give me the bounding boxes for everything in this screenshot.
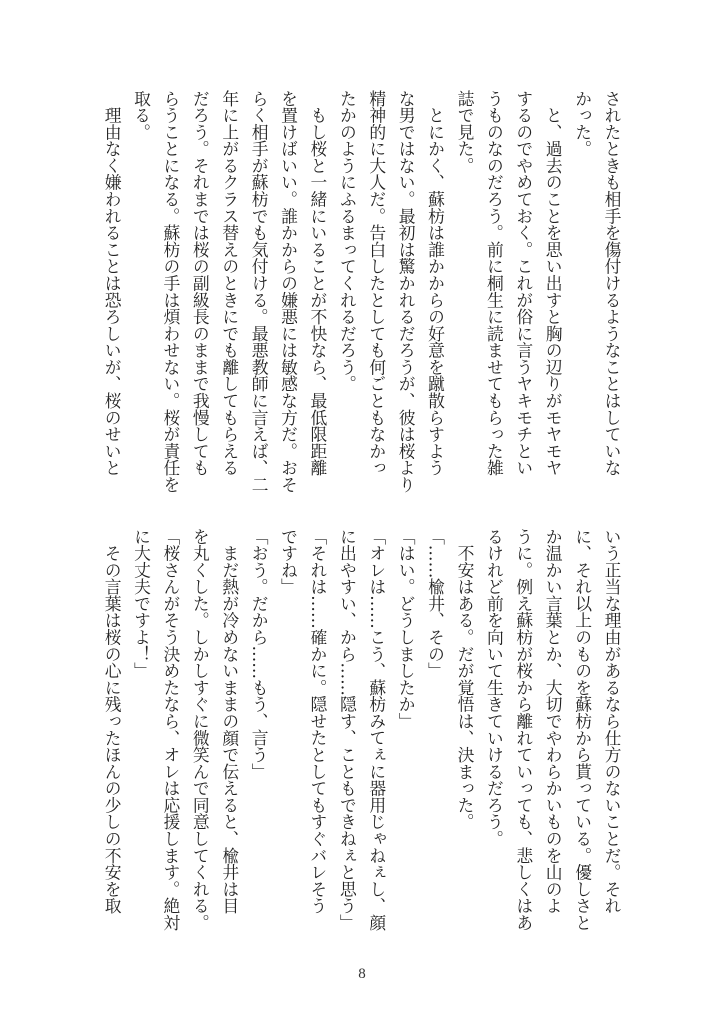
text-line: 「それは……確かに。隠せたとしてもすぐバレそう xyxy=(307,528,328,915)
text-line: と、過去のことを思い出すと胸の辺りがモヤモヤ xyxy=(543,90,564,477)
lower-text-block xyxy=(96,528,626,938)
text-line: だろう。それまでは桜の副級長のままで我慢しても xyxy=(190,90,211,477)
text-line: に、それ以上のものを蘇枋から貰っている。優しさと xyxy=(572,528,593,931)
text-line: いう正当な理由があるなら仕方のないことだ。それ xyxy=(602,528,622,915)
text-line: か温かい言葉とか、大切でやわらかいものを山のよ xyxy=(543,528,564,915)
text-line: うに。例え蘇枋が桜から離れていっても、悲しくはあ xyxy=(513,528,534,931)
text-line: まだ熱が冷めないままの顔で伝えると、楡井は目 xyxy=(219,528,240,915)
text-line: うものなのだろう。前に桐生に読ませてもらった雑 xyxy=(484,90,505,477)
text-line: 「桜さんがそう決めたなら、オレは応援します。絶対 xyxy=(160,528,181,931)
text-line: を丸くした。しかしすぐに微笑んで同意してくれる。 xyxy=(190,528,211,931)
text-line: 理由なく嫌われることは恐ろしいが、桜のせいと xyxy=(102,90,123,477)
text-line: かった。 xyxy=(572,90,593,158)
text-line: 取る。 xyxy=(131,90,152,141)
text-line: その言葉は桜の心に残ったほんの少しの不安を取 xyxy=(102,528,123,915)
text-line: な男ではない。最初は驚かれるだろうが、彼は桜より xyxy=(396,90,417,493)
text-line: 「おう。だから……もう、言う」 xyxy=(249,528,270,780)
text-line: もし桜と一緒にいることが不快なら、最低限距離 xyxy=(307,90,328,477)
text-line: とにかく、蘇枋は誰かからの好意を蹴散らすよう xyxy=(425,90,446,477)
text-line: 誌で見た。 xyxy=(454,90,475,174)
text-line: ですね」 xyxy=(278,528,299,596)
text-line: らうことになる。蘇枋の手は煩わせない。桜が責任を xyxy=(160,90,181,493)
text-line: 「……楡井、その」 xyxy=(425,528,446,680)
text-line: 年に上がるクラス替えのときにでも離してもらえる xyxy=(219,90,240,477)
text-line: に大丈夫ですよ！」 xyxy=(131,528,152,680)
text-line: 精神的に大人だ。告白したとしても何ごともなかっ xyxy=(366,90,387,477)
text-line: 「はい。どうしましたか」 xyxy=(396,528,417,730)
text-line: るけれど前を向いて生きていけるだろう。 xyxy=(484,528,505,848)
text-line: するのでやめておく。これが俗に言うヤキモチとい xyxy=(513,90,534,477)
text-line: を置けばいい。誰かからの嫌悪には敏感な方だ。おそ xyxy=(278,90,299,493)
text-line: 「オレは……こう、蘇枋みてぇに器用じゃねぇし、顔 xyxy=(366,528,387,931)
text-line: たかのようにふるまってくれるだろう。 xyxy=(337,90,358,393)
text-line: されたときも相手を傷付けるようなことはしていな xyxy=(602,90,622,477)
text-line: に出やすい、から……隠す、こともできねぇと思う」 xyxy=(337,528,358,931)
page-number: 8 xyxy=(358,966,366,982)
text-line: らく相手が蘇枋でも気付ける。最悪教師に言えば、二 xyxy=(249,90,270,493)
upper-text-block xyxy=(96,90,626,500)
text-line: 不安はある。だが覚悟は、決まった。 xyxy=(454,528,475,831)
